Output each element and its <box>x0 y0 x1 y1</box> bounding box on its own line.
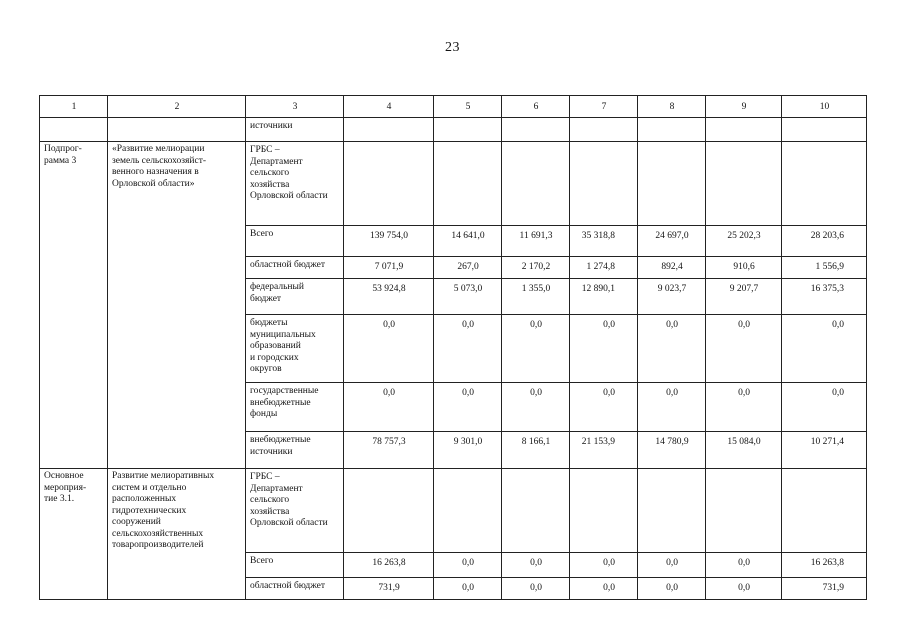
value-cell <box>782 118 867 142</box>
value-cell <box>344 469 434 553</box>
program-code-cell <box>40 226 108 257</box>
value-cell: 14 641,0 <box>434 226 502 257</box>
value-cell <box>638 142 706 226</box>
value-cell <box>502 469 570 553</box>
value-cell: 0,0 <box>638 315 706 383</box>
funding-source-cell: областной бюджет <box>246 257 344 279</box>
value-cell: 21 153,9 <box>570 432 638 469</box>
value-cell <box>434 142 502 226</box>
table-row <box>40 383 867 432</box>
funding-source-cell: внебюджетные источники <box>246 432 344 469</box>
page-number: 23 <box>445 40 460 55</box>
program-code-cell <box>40 383 108 432</box>
value-cell: 12 890,1 <box>570 279 638 315</box>
table-row <box>40 279 867 315</box>
header-cell: 4 <box>344 96 434 118</box>
program-name-cell <box>108 383 246 432</box>
value-cell <box>782 142 867 226</box>
program-code-cell: Подпрог- рамма 3 <box>40 142 108 226</box>
program-code-cell <box>40 257 108 279</box>
header-cell: 7 <box>570 96 638 118</box>
value-cell: 15 084,0 <box>706 432 782 469</box>
value-cell: 139 754,0 <box>344 226 434 257</box>
table-row <box>40 142 867 226</box>
funding-source-cell: ГРБС – Департамент сельского хозяйства Орловской области <box>246 469 344 553</box>
funding-source-cell: федеральный бюджет <box>246 279 344 315</box>
program-code-cell <box>40 279 108 315</box>
value-cell: 731,9 <box>782 578 867 600</box>
value-cell: 0,0 <box>344 383 434 432</box>
header-cell: 3 <box>246 96 344 118</box>
value-cell: 28 203,6 <box>782 226 867 257</box>
table-row <box>40 553 867 578</box>
value-cell <box>782 469 867 553</box>
value-cell: 0,0 <box>706 553 782 578</box>
table-row <box>40 469 867 553</box>
value-cell: 7 071,9 <box>344 257 434 279</box>
header-cell: 8 <box>638 96 706 118</box>
value-cell: 0,0 <box>706 383 782 432</box>
header-cell: 1 <box>40 96 108 118</box>
header-cell: 9 <box>706 96 782 118</box>
program-name-cell <box>108 578 246 600</box>
value-cell <box>434 118 502 142</box>
program-name-cell <box>108 553 246 578</box>
value-cell: 0,0 <box>570 578 638 600</box>
value-cell: 0,0 <box>502 578 570 600</box>
value-cell: 0,0 <box>344 315 434 383</box>
value-cell: 0,0 <box>706 578 782 600</box>
value-cell: 0,0 <box>638 553 706 578</box>
value-cell <box>344 142 434 226</box>
program-name-cell <box>108 432 246 469</box>
value-cell: 731,9 <box>344 578 434 600</box>
value-cell: 892,4 <box>638 257 706 279</box>
value-cell: 9 023,7 <box>638 279 706 315</box>
table-row <box>40 315 867 383</box>
value-cell: 0,0 <box>782 383 867 432</box>
value-cell <box>706 118 782 142</box>
value-cell <box>502 142 570 226</box>
program-name-cell: «Развитие мелиорации земель сельскохозяйст- венного назначения в Орловской области» <box>108 142 246 226</box>
value-cell: 0,0 <box>570 383 638 432</box>
value-cell: 0,0 <box>570 553 638 578</box>
program-code-cell <box>40 432 108 469</box>
value-cell: 2 170,2 <box>502 257 570 279</box>
header-cell: 2 <box>108 96 246 118</box>
program-name-cell <box>108 315 246 383</box>
value-cell: 0,0 <box>502 315 570 383</box>
value-cell <box>570 469 638 553</box>
value-cell: 5 073,0 <box>434 279 502 315</box>
funding-source-cell: Всего <box>246 226 344 257</box>
funding-source-cell: ГРБС – Департамент сельского хозяйства Орловской области <box>246 142 344 226</box>
value-cell <box>638 118 706 142</box>
value-cell <box>570 118 638 142</box>
value-cell: 11 691,3 <box>502 226 570 257</box>
program-name-cell <box>108 257 246 279</box>
value-cell: 0,0 <box>502 553 570 578</box>
value-cell: 16 375,3 <box>782 279 867 315</box>
table-row <box>40 432 867 469</box>
table-row <box>40 578 867 600</box>
value-cell: 8 166,1 <box>502 432 570 469</box>
header-cell: 5 <box>434 96 502 118</box>
value-cell: 0,0 <box>706 315 782 383</box>
value-cell: 10 271,4 <box>782 432 867 469</box>
value-cell: 14 780,9 <box>638 432 706 469</box>
value-cell: 910,6 <box>706 257 782 279</box>
funding-source-cell: бюджеты муниципальных образований и городских округов <box>246 315 344 383</box>
value-cell: 1 274,8 <box>570 257 638 279</box>
funding-source-cell: областной бюджет <box>246 578 344 600</box>
value-cell: 35 318,8 <box>570 226 638 257</box>
value-cell <box>344 118 434 142</box>
table-row <box>40 118 867 142</box>
value-cell: 0,0 <box>502 383 570 432</box>
funding-source-cell: источники <box>246 118 344 142</box>
funding-source-cell: Всего <box>246 553 344 578</box>
value-cell <box>706 142 782 226</box>
value-cell: 267,0 <box>434 257 502 279</box>
value-cell: 0,0 <box>434 315 502 383</box>
value-cell: 0,0 <box>570 315 638 383</box>
value-cell: 1 355,0 <box>502 279 570 315</box>
value-cell: 0,0 <box>434 383 502 432</box>
program-name-cell <box>108 279 246 315</box>
value-cell: 78 757,3 <box>344 432 434 469</box>
value-cell <box>706 469 782 553</box>
value-cell: 0,0 <box>638 383 706 432</box>
program-code-cell <box>40 315 108 383</box>
value-cell <box>570 142 638 226</box>
program-name-cell <box>108 226 246 257</box>
value-cell: 0,0 <box>434 578 502 600</box>
value-cell <box>502 118 570 142</box>
table-row <box>40 226 867 257</box>
value-cell: 0,0 <box>638 578 706 600</box>
program-code-cell: Основное мероприя- тие 3.1. <box>40 469 108 553</box>
program-code-cell <box>40 578 108 600</box>
value-cell: 9 301,0 <box>434 432 502 469</box>
header-cell: 10 <box>782 96 867 118</box>
value-cell <box>434 469 502 553</box>
budget-table <box>39 95 867 600</box>
program-name-cell: Развитие мелиоративных систем и отдельно расположенных гидротехнических сооружений сельскохозяйственных товаропроизводителей <box>108 469 246 553</box>
program-code-cell <box>40 118 108 142</box>
header-cell: 6 <box>502 96 570 118</box>
value-cell: 1 556,9 <box>782 257 867 279</box>
value-cell: 24 697,0 <box>638 226 706 257</box>
value-cell: 0,0 <box>782 315 867 383</box>
value-cell: 16 263,8 <box>782 553 867 578</box>
value-cell <box>638 469 706 553</box>
table-row <box>40 257 867 279</box>
value-cell: 53 924,8 <box>344 279 434 315</box>
table-header-row <box>40 96 867 118</box>
program-code-cell <box>40 553 108 578</box>
value-cell: 25 202,3 <box>706 226 782 257</box>
program-name-cell <box>108 118 246 142</box>
funding-source-cell: государственные внебюджетные фонды <box>246 383 344 432</box>
value-cell: 9 207,7 <box>706 279 782 315</box>
value-cell: 0,0 <box>434 553 502 578</box>
value-cell: 16 263,8 <box>344 553 434 578</box>
